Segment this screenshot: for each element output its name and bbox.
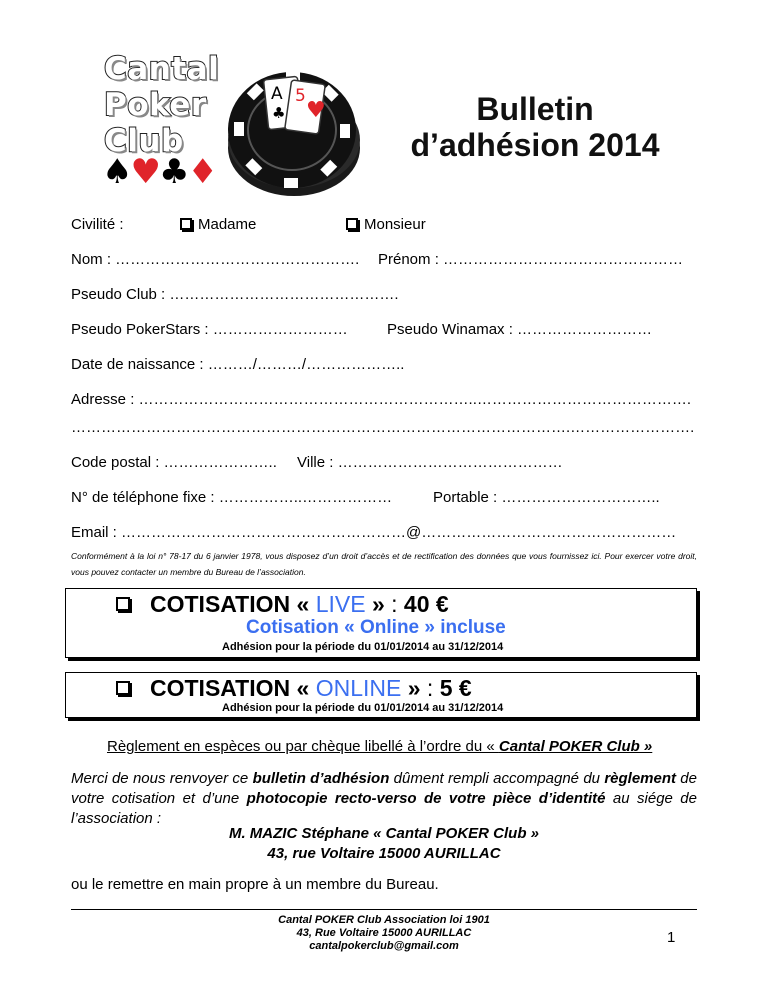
cotisation-live-period: Adhésion pour la période du 01/01/2014 au 31/12/2014 xyxy=(222,641,504,653)
pseudo-pokerstars-field[interactable]: Pseudo PokerStars : ……………………… xyxy=(71,321,348,338)
date-naissance-field[interactable]: Date de naissance : ………/………/……………….. xyxy=(71,356,405,373)
card-five-rank: 5 xyxy=(295,86,306,106)
address-line1: M. MAZIC Stéphane « Cantal POKER Club » xyxy=(228,825,540,842)
nom-field[interactable]: Nom : …………………………………………. xyxy=(71,251,360,268)
page-number: 1 xyxy=(667,929,676,946)
card-ace-suit: ♣ xyxy=(272,104,286,122)
cotisation-live-keyword: LIVE xyxy=(315,591,366,617)
adresse-field[interactable]: Adresse : …………………………………………………………..……………………………………. xyxy=(71,391,692,408)
spade-icon: ♠ xyxy=(102,152,131,192)
cotisation-online-title xyxy=(150,674,472,702)
adresse-field-line2[interactable]: ……………………………………………………………………………………….……………………. xyxy=(71,419,695,436)
cotisation-online-prefix: COTISATION « xyxy=(150,675,316,701)
cotisation-online-keyword: ONLINE xyxy=(315,675,402,701)
pseudo-club-field[interactable]: Pseudo Club : ………………………………………. xyxy=(71,286,399,303)
instructions-bold-3: photocopie recto-verso de votre pièce d’identité xyxy=(246,790,606,807)
suits-row xyxy=(102,153,216,191)
civilite-label: Civilité : xyxy=(71,216,124,233)
cotisation-live-price: 40 € xyxy=(397,591,449,617)
cotisation-online-period: Adhésion pour la période du 01/01/2014 au 31/12/2014 xyxy=(222,702,504,714)
pseudo-winamax-field[interactable]: Pseudo Winamax : ……………………… xyxy=(387,321,653,338)
instructions-text-1: Merci de nous renvoyer ce xyxy=(71,770,253,787)
card-ace-rank: A xyxy=(271,84,283,104)
instructions-text-3: de votre cotisation et d’une xyxy=(71,770,697,807)
card-five-suit: ♥ xyxy=(306,98,326,123)
cotisation-online-price: 5 € xyxy=(433,675,472,701)
instructions-paragraph xyxy=(71,769,697,829)
poker-chip-icon xyxy=(214,52,364,200)
reglement-club-name: Cantal POKER Club » xyxy=(498,738,653,755)
club-icon: ♣ xyxy=(158,152,188,192)
instructions-text-4: au siége de l’association : xyxy=(71,790,697,827)
cotisation-live-prefix: COTISATION « xyxy=(150,591,316,617)
footer-divider xyxy=(71,909,697,910)
reglement-label: Règlement en espèces ou par chèque libellé à l’ordre du « xyxy=(107,738,499,755)
code-postal-field[interactable]: Code postal : ………………….. xyxy=(71,454,277,471)
email-field[interactable]: Email : …………………………………………………@…………………………………………… xyxy=(71,524,677,541)
monsieur-option[interactable] xyxy=(346,216,426,234)
heart-icon: ♥ xyxy=(130,152,159,192)
page-title-line2: d’adhésion 2014 xyxy=(410,127,660,163)
cotisation-live-subtitle: Cotisation « Online » incluse xyxy=(246,617,506,638)
cotisation-live-suffix: » xyxy=(365,591,392,617)
cotisation-online-colon: : xyxy=(426,675,434,701)
footer-line1: Cantal POKER Club Association loi 1901 xyxy=(278,914,490,926)
logo-line-poker: Poker xyxy=(104,87,207,123)
logo-line-cantal: Cantal xyxy=(104,51,220,87)
reglement-text xyxy=(107,738,652,756)
footer-line2: 43, Rue Voltaire 15000 AURILLAC xyxy=(296,927,472,939)
legal-notice: Conformément à la loi n° 78-17 du 6 janvier 1978, vous disposez d’un droit d’accès et de rectification des données que vous fournissez ici. Pour exercer votre droit, vous pouvez contacter un membre du Bureau de l’association. xyxy=(71,551,697,577)
monsieur-checkbox[interactable] xyxy=(346,218,358,230)
instructions-bold-1: bulletin d’adhésion xyxy=(252,770,390,787)
address-line2: 43, rue Voltaire 15000 AURILLAC xyxy=(267,845,501,862)
page-title-line1: Bulletin xyxy=(476,91,594,127)
remettre-text: ou le remettre en main propre à un membre du Bureau. xyxy=(71,876,439,893)
cotisation-live-colon: : xyxy=(391,591,398,617)
instructions-text-2: dûment rempli accompagné du xyxy=(389,770,605,787)
diamond-icon: ♦ xyxy=(187,152,216,192)
logo-line-club: Club xyxy=(104,123,184,159)
madame-label: Madame xyxy=(198,216,257,233)
cotisation-online-suffix: » xyxy=(401,675,427,701)
ville-field[interactable]: Ville : ……………………………………… xyxy=(297,454,563,471)
footer-email: cantalpokerclub@gmail.com xyxy=(309,940,459,952)
madame-option[interactable] xyxy=(180,216,256,234)
portable-field[interactable]: Portable : ………………………….. xyxy=(433,489,660,506)
cotisation-live-title xyxy=(150,590,449,618)
madame-checkbox[interactable] xyxy=(180,218,192,230)
instructions-bold-2: règlement xyxy=(604,770,677,787)
telephone-field[interactable]: N° de téléphone fixe : ……………..……………… xyxy=(71,489,393,506)
cotisation-live-checkbox[interactable] xyxy=(116,597,130,611)
prenom-field[interactable]: Prénom : ………………………………………… xyxy=(378,251,684,268)
monsieur-label: Monsieur xyxy=(364,216,426,233)
cotisation-online-checkbox[interactable] xyxy=(116,681,130,695)
